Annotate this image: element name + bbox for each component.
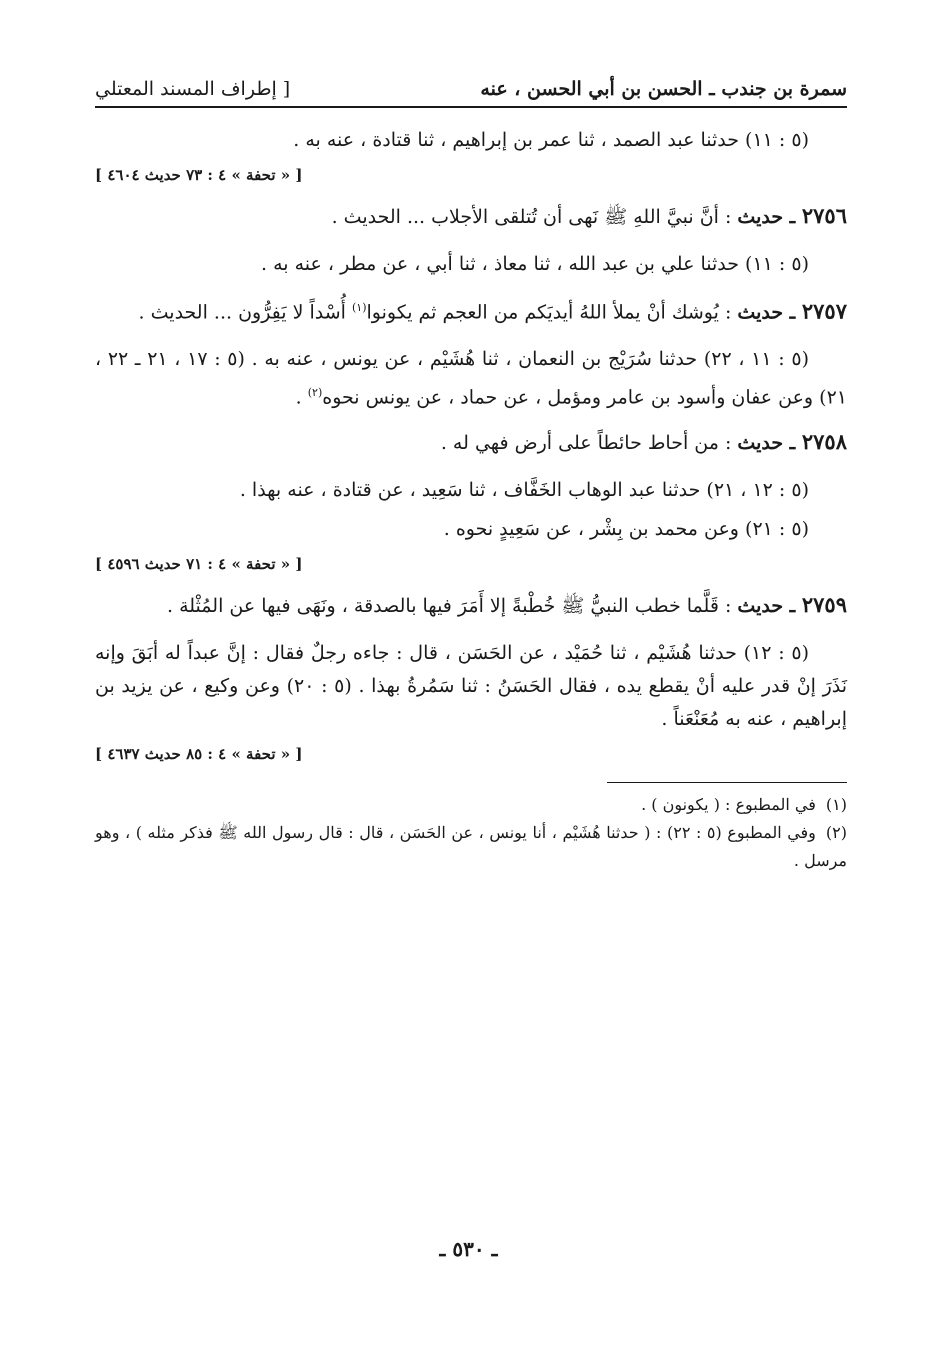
isnad-chain: (٥ : ١٢ ، ٢١) حدثنا عبد الوهاب الخَفَّاف ، ثنا سَعِيد ، عن قتادة ، عنه بهذا . [239, 478, 809, 501]
header-subtitle: ـ الحسن بن أبي الحسن ، عنه [480, 78, 722, 100]
hadith-text: : أنَّ نبيَّ اللهِ ﷺ نَهى أن تُتلقى الأجلاب ... الحديث . [331, 206, 738, 228]
tuhfa-reference: [ « تحفة » ٤ : ٨٥ حديث ٤٦٣٧ ] [95, 744, 303, 763]
footnote-number: (٢) [825, 822, 847, 842]
hadith-2758 [95, 425, 847, 460]
isnad-chain: (٥ : ١٢) حدثنا هُشَيْم ، ثنا حُمَيْد ، عن الحَسَن ، قال : جاءه رجلٌ فقال : إنَّ عبداً له أبَقَ وإنه نَذَرَ إنْ قدر عليه أنْ يقطع يده ، فقال الحَسَنُ : ثنا سَمُرةُ بهذا . (٥ : ٢٠) وعن وكيع ، عن يزيد بن إبراهيم ، عنه به مُعَنْعَناً . [95, 641, 848, 730]
isnad-end: . [295, 386, 308, 409]
footnote-text: وفي المطبوع (٥ : ٢٢) : ( حدثنا هُشَيْم ، أنا يونس ، عن الحَسَن ، قال : قال رسول الله ﷺ فذكر مثله ) ، وهو مرسل . [95, 822, 847, 870]
hadith-keyword: ـ حديث [737, 206, 802, 228]
hadith-keyword: ـ حديث [737, 301, 802, 324]
hadith-number: ٢٧٥٦ [801, 203, 847, 228]
header-narrator: سمرة بن جندب [721, 78, 847, 100]
isnad-chain: (٥ : ١١) حدثنا عبد الصمد ، ثنا عمر بن إبراهيم ، ثنا قتادة ، عنه به . [293, 129, 809, 151]
hadith-number: ٢٧٥٩ [801, 591, 847, 617]
document-page [95, 78, 847, 875]
hadith-text-continued: أُسْداً لا يَفِرُّون ... الحديث . [138, 301, 352, 324]
footnote-marker: (٢) [307, 386, 323, 400]
isnad-chain: (٥ : ٢١) وعن محمد بن بِشْر ، عن سَعِيدٍ نحوه . [443, 517, 809, 540]
tuhfa-reference: [ « تحفة » ٤ : ٧٣ حديث ٤٦٠٤ ] [95, 166, 303, 184]
header-title [480, 78, 847, 100]
hadith-number: ٢٧٥٧ [801, 298, 847, 324]
hadith-2757 [95, 291, 847, 329]
hadith-keyword: ـ حديث [737, 431, 802, 454]
hadith-text: : من أحاط حائطاً على أرض فهي له . [440, 431, 738, 454]
footnote-marker: (١) [352, 301, 367, 314]
hadith-keyword: ـ حديث [737, 594, 802, 617]
header-book-title: [ إطراف المسند المعتلي [95, 78, 291, 100]
isnad-text: (٥ : ١١ ، ٢٢) حدثنا سُرَيْج بن النعمان ، ثنا هُشَيْم ، عن يونس ، عنه به . (٥ : ١٧ ، ٢١ ـ ٢٢ ، ٢١) وعن عفان وأسود بن عامر ومؤمل ، عن حماد ، عن يونس نحوه [95, 348, 847, 409]
hadith-text: : يُوشك أنْ يملأ اللهُ أيديَكم من العجم ثم يكونوا [366, 301, 738, 324]
tuhfa-reference: [ « تحفة » ٤ : ٧١ حديث ٤٥٩٦ ] [95, 554, 303, 573]
footnote-2 [95, 819, 847, 875]
hadith-2756 [95, 199, 847, 234]
footnote-number: (١) [825, 794, 847, 814]
isnad-chain: (٥ : ١١) حدثنا علي بن عبد الله ، ثنا معاذ ، ثنا أبي ، عن مطر ، عنه به . [261, 253, 809, 275]
footnote-divider [607, 782, 847, 783]
hadith-2759 [95, 588, 847, 623]
hadith-number: ٢٧٥٨ [801, 428, 847, 454]
footnote-text: في المطبوع : ( يكونون ) . [641, 794, 816, 814]
footnote-1 [95, 791, 847, 819]
isnad-chain [95, 343, 847, 414]
page-number: ـ ٥٣٠ ـ [439, 1237, 498, 1261]
hadith-text: : قَلَّما خطب النبيُّ ﷺ خُطْبةً إلا أَمَرَ فيها بالصدقة ، ونَهَى فيها عن المُثْلة . [167, 594, 738, 617]
running-header [95, 78, 847, 108]
